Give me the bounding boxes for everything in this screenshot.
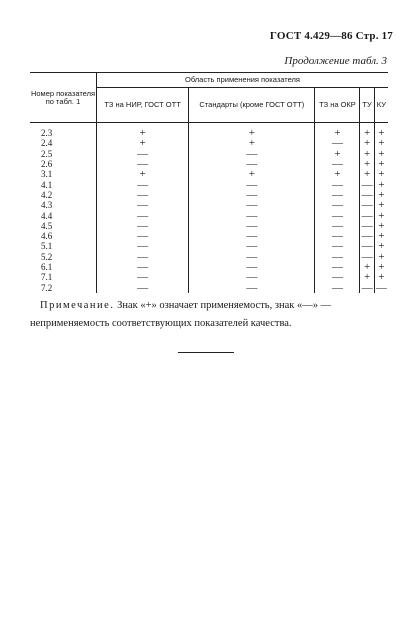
applicability-cell: + — [360, 159, 374, 169]
applicability-cell: + — [374, 241, 388, 251]
applicability-cell: — — [315, 138, 360, 148]
applicability-cell: + — [374, 200, 388, 210]
applicability-cell: — — [361, 281, 373, 294]
applicability-cell: — — [189, 262, 315, 272]
note-text: Знак «+» означает применяемость, знак «—» — неприменяемость соответствующих показателей качества. — [30, 300, 332, 329]
row-number: 7.2 — [41, 282, 53, 293]
applicability-cell: + — [374, 138, 388, 148]
applicability-cell: — — [361, 188, 373, 201]
column-header: ТЗ на НИР, ГОСТ ОТТ — [97, 88, 189, 123]
applicability-cell: — — [315, 272, 360, 282]
applicability-cell: — — [315, 282, 360, 292]
applicability-cell: + — [360, 272, 374, 282]
table-row — [30, 200, 388, 210]
table-row — [30, 169, 388, 179]
applicability-cell: — — [361, 199, 373, 212]
applicability-cell: — — [189, 210, 315, 220]
applicability-cell: — — [97, 149, 189, 159]
applicability-cell: — — [315, 252, 360, 262]
applicability-cell: — — [189, 190, 315, 200]
applicability-cell: + — [189, 138, 315, 148]
applicability-cell: + — [189, 123, 315, 139]
row-number: 2.6 — [41, 159, 53, 170]
table-row — [30, 282, 388, 292]
applicability-cell: — — [97, 241, 189, 251]
applicability-cell: — — [315, 262, 360, 272]
applicability-cell: — — [97, 179, 189, 189]
row-number: 4.6 — [41, 231, 53, 242]
row-number: 3.1 — [41, 169, 53, 180]
column-header: ТЗ на ОКР — [315, 88, 360, 123]
applicability-cell: — — [189, 231, 315, 241]
applicability-cell: + — [374, 272, 388, 282]
applicability-cell: — — [189, 200, 315, 210]
applicability-table — [30, 72, 388, 293]
applicability-cell: + — [315, 169, 360, 179]
applicability-cell: — — [189, 241, 315, 251]
row-number: 2.3 — [41, 128, 53, 139]
table-row — [30, 123, 388, 139]
applicability-cell: + — [374, 231, 388, 241]
applicability-cell: + — [374, 262, 388, 272]
column-header: Стандарты (кроме ГОСТ ОТТ) — [189, 88, 315, 123]
note-label: Примечание. — [40, 300, 115, 311]
row-number: 4.3 — [41, 200, 53, 211]
applicability-cell: + — [374, 159, 388, 169]
applicability-cell: — — [189, 252, 315, 262]
applicability-cell: — — [315, 210, 360, 220]
applicability-cell: — — [189, 272, 315, 282]
applicability-cell: — — [189, 221, 315, 231]
column-header: ТУ — [360, 88, 374, 123]
applicability-cell: + — [315, 123, 360, 139]
applicability-cell: — — [361, 240, 373, 253]
applicability-cell: + — [97, 169, 189, 179]
table-continuation-label: Продолжение табл. 3 — [284, 55, 387, 67]
row-number: 7.1 — [41, 272, 53, 283]
group-header: Область применения показателя — [97, 73, 389, 88]
table-note — [30, 297, 390, 333]
page-header: ГОСТ 4.429—86 Стр. 17 — [269, 30, 393, 42]
applicability-cell: + — [374, 252, 388, 262]
applicability-cell: — — [97, 262, 189, 272]
applicability-cell: + — [360, 138, 374, 148]
applicability-cell: + — [360, 123, 374, 139]
applicability-cell: — — [361, 250, 373, 263]
applicability-cell: + — [189, 169, 315, 179]
applicability-cell: — — [361, 219, 373, 232]
applicability-cell: — — [189, 159, 315, 169]
applicability-cell: — — [189, 282, 315, 292]
applicability-cell: — — [97, 252, 189, 262]
applicability-cell: — — [97, 231, 189, 241]
applicability-cell: — — [315, 200, 360, 210]
applicability-cell: — — [189, 179, 315, 189]
applicability-cell: — — [315, 159, 360, 169]
applicability-cell: + — [374, 221, 388, 231]
row-number-header: Номер показателя по табл. 1 — [30, 73, 97, 123]
column-header: КУ — [374, 88, 388, 123]
applicability-cell: + — [374, 123, 388, 139]
applicability-cell: + — [374, 190, 388, 200]
applicability-cell: — — [315, 190, 360, 200]
applicability-cell: + — [360, 149, 374, 159]
row-number: 4.1 — [41, 179, 53, 190]
applicability-cell: — — [315, 179, 360, 189]
row-number: 2.5 — [41, 148, 53, 159]
applicability-cell: — — [97, 210, 189, 220]
applicability-cell: + — [374, 149, 388, 159]
applicability-cell: — — [97, 200, 189, 210]
applicability-cell: — — [97, 272, 189, 282]
row-number: 2.4 — [41, 138, 53, 149]
applicability-cell: — — [361, 209, 373, 222]
applicability-cell: + — [360, 169, 374, 179]
section-divider — [178, 352, 234, 353]
table-row — [30, 272, 388, 282]
applicability-cell: — — [361, 178, 373, 191]
row-number: 5.1 — [41, 241, 53, 252]
applicability-cell: — — [361, 230, 373, 243]
applicability-cell: + — [315, 149, 360, 159]
applicability-cell: — — [97, 190, 189, 200]
row-number: 4.2 — [41, 189, 53, 200]
applicability-cell: — — [97, 159, 189, 169]
applicability-cell: — — [315, 221, 360, 231]
row-number: 5.2 — [41, 251, 53, 262]
row-number: 4.5 — [41, 220, 53, 231]
row-number: 4.4 — [41, 210, 53, 221]
applicability-cell: — — [97, 221, 189, 231]
applicability-cell: — — [315, 241, 360, 251]
applicability-cell: + — [374, 210, 388, 220]
applicability-cell: — — [315, 231, 360, 241]
applicability-cell: + — [360, 262, 374, 272]
applicability-cell: + — [374, 179, 388, 189]
applicability-cell: + — [374, 169, 388, 179]
applicability-cell: — — [97, 282, 189, 292]
applicability-cell: — — [375, 281, 387, 294]
applicability-cell: + — [97, 123, 189, 139]
row-number: 6.1 — [41, 262, 53, 272]
applicability-cell: — — [189, 149, 315, 159]
applicability-cell: + — [97, 138, 189, 148]
